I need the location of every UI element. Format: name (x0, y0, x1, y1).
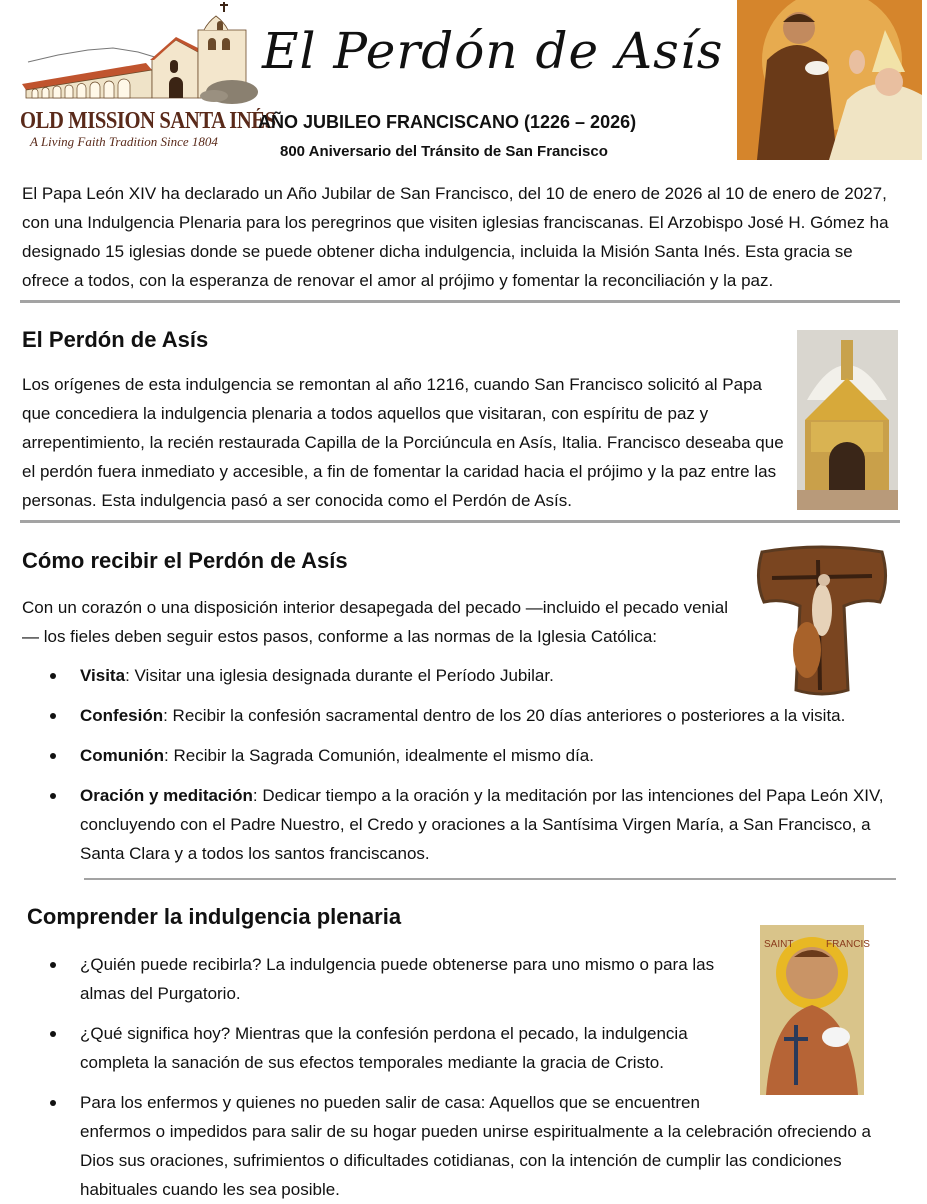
page-title: El Perdón de Asís (262, 22, 724, 80)
bullet-icon (50, 753, 56, 759)
section-heading-comprender: Comprender la indulgencia plenaria (27, 904, 402, 929)
item-text: ¿Quién puede recibirla? La indulgencia puede obtenerse para uno mismo o para las almas del Purgatorio. (80, 955, 715, 1003)
section-heading-perdon: El Perdón de Asís (22, 327, 209, 352)
bullet-icon (50, 962, 56, 968)
mosaic-label-left: SAINT (764, 939, 794, 950)
item-text-continued: enfermos o impedidos para salir de su hogar pueden unirse espiritualmente a la celebración ofreciendo a Dios sus oraciones, sufrimientos o dificultades cotidianas, con la intención de cumplir las condiciones habituales cuando les sea posible. (80, 1122, 871, 1199)
porziuncola-image (797, 330, 898, 510)
list-item (22, 701, 902, 730)
list-item (22, 1019, 760, 1077)
item-text: : Recibir la confesión sacramental dentro de los 20 días anteriores o posteriores a la visita. (163, 706, 846, 725)
anniversary-subtitle: 800 Aniversario del Tránsito de San Francisco (280, 143, 608, 160)
mosaic-label-right: FRANCIS (826, 939, 870, 950)
list-item (22, 741, 902, 770)
section-heading-como-recibir: Cómo recibir el Perdón de Asís (22, 548, 348, 573)
item-text: ¿Qué significa hoy? Mientras que la confesión perdona el pecado, la indulgencia completa la sanación de sus efectos temporales mediante la gracia de Cristo. (80, 1024, 688, 1072)
item-text: : Visitar una iglesia designada durante el Período Jubilar. (125, 666, 554, 685)
francis-and-pope-image (737, 0, 922, 160)
jubilee-subtitle: AÑO JUBILEO FRANCISCANO (1226 – 2026) (258, 112, 637, 132)
bullet-icon (50, 793, 56, 799)
logo-tagline: A Living Faith Tradition Since 1804 (30, 134, 218, 149)
item-text: : Dedicar tiempo a la oración y la meditación por las intenciones del Papa León XIV, concluyendo con el Padre Nuestro, el Credo y oraciones a la Santísima Virgen María, a San Francisco, a Santa Clara y a todos los santos franciscanos. (80, 786, 884, 863)
section-divider (84, 878, 896, 880)
bullet-icon (50, 1100, 56, 1106)
item-text: Para los enfermos y quienes no pueden salir de casa: Aquellos que se encuentren (80, 1093, 700, 1112)
section-perdon-body: Los orígenes de esta indulgencia se remontan al año 1216, cuando San Francisco solicitó al Papa que concediera la indulgencia plenaria a todos aquellos que visitaran, con espíritu de paz y arrepentimiento, la recién restaurada Capilla de la Porciúncula en Asís, Italia. Francisco deseaba que el perdón fuera inmediato y accesible, a fin de fomentar la caridad hacia el prójimo y la paz entre las personas. Esta indulgencia pasó a ser conocida como el Perdón de Asís. (22, 375, 784, 510)
list-item (22, 661, 902, 690)
intro-paragraph: El Papa León XIV ha declarado un Año Jubilar de San Francisco, del 10 de enero de 2026 al 10 de enero de 2027, con una Indulgencia Plenaria para los peregrinos que visiten iglesias franciscanas. El Arzobispo José H. Gómez ha designado 15 iglesias donde se puede obtener dicha indulgencia, incluida la Misión Santa Inés. Esta gracia se ofrece a todos, con la esperanza de renovar el amor al prójimo y fomentar la reconciliación y la paz. (22, 184, 889, 290)
item-text: : Recibir la Sagrada Comunión, idealmente el mismo día. (164, 746, 594, 765)
mission-church-icon (18, 0, 258, 108)
bullet-icon (50, 713, 56, 719)
item-term: Confesión (80, 706, 164, 725)
section-divider (20, 300, 900, 303)
section-divider (20, 520, 900, 523)
list-item (22, 950, 760, 1008)
item-term: Comunión (80, 746, 165, 765)
bullet-icon (50, 673, 56, 679)
item-term: Visita (80, 666, 126, 685)
item-term: Oración y meditación (80, 786, 253, 805)
section-como-recibir-body: Con un corazón o una disposición interior desapegada del pecado —incluido el pecado venial— los fieles deben seguir estos pasos, conforme a las normas de la Iglesia Católica: (22, 598, 728, 646)
bullet-icon (50, 1031, 56, 1037)
list-item (22, 1088, 902, 1204)
logo-name: OLD MISSION SANTA INÉS (20, 108, 276, 134)
list-item (22, 781, 902, 868)
